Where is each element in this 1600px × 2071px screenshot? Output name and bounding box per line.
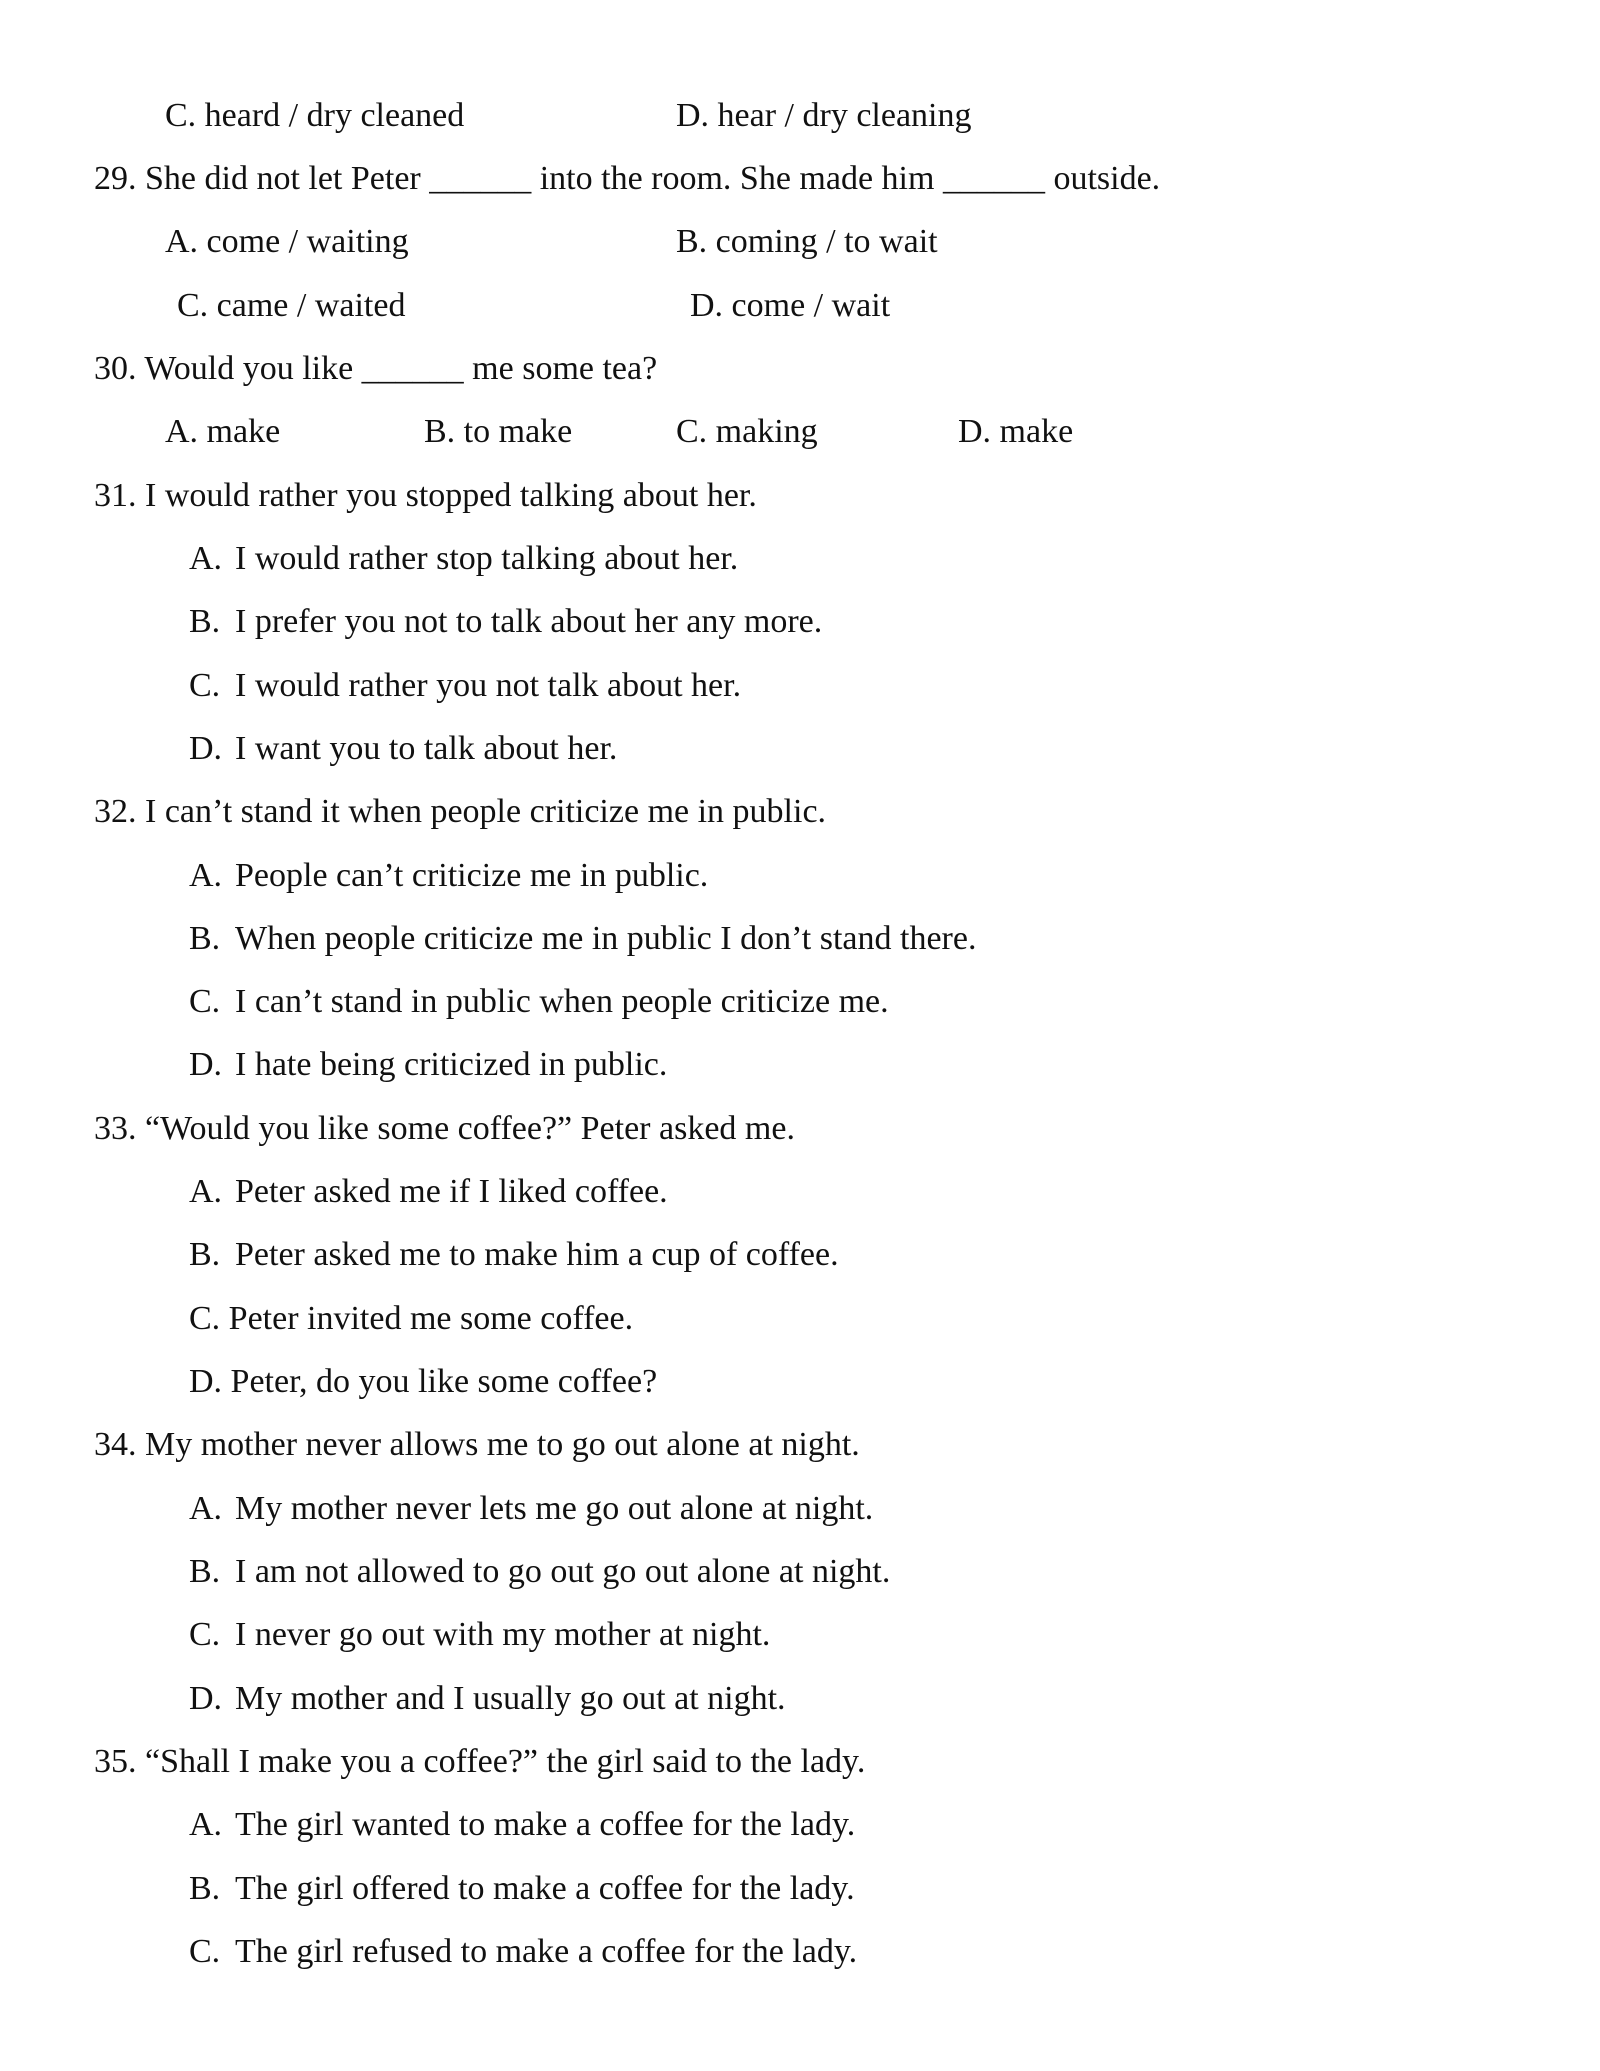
option-letter: B. [189, 603, 221, 640]
q34-option-c [189, 1615, 770, 1655]
q35-option-b [189, 1869, 855, 1909]
q29-stem: 29. She did not let Peter ______ into the room. She made him ______ outside. [94, 160, 1161, 197]
option-text: I can’t stand in public when people criticize me. [235, 983, 889, 1020]
q30-option-a: A. make [165, 413, 281, 450]
option-text: People can’t criticize me in public. [235, 857, 709, 894]
option-text: Peter asked me to make him a cup of coffee. [235, 1236, 839, 1273]
option-letter: A. [189, 1806, 223, 1843]
q32-option-b [189, 919, 976, 959]
q33-option-b [189, 1235, 839, 1275]
q30-stem: 30. Would you like ______ me some tea? [94, 350, 658, 387]
q30-option-d: D. make [958, 413, 1074, 450]
q35-option-c [189, 1932, 857, 1972]
q32-option-d [189, 1045, 667, 1085]
q35-stem: 35. “Shall I make you a coffee?” the girl said to the lady. [94, 1743, 866, 1780]
option-letter: A. [189, 540, 223, 577]
option-text: When people criticize me in public I don’t stand there. [235, 920, 977, 957]
q33-option-a [189, 1172, 668, 1212]
option-text: The girl refused to make a coffee for the lady. [235, 1933, 858, 1970]
option-text: I am not allowed to go out go out alone at night. [235, 1553, 891, 1590]
q33-option-c: C. Peter invited me some coffee. [189, 1300, 634, 1337]
option-letter: B. [189, 1870, 221, 1907]
option-text: My mother never lets me go out alone at night. [235, 1490, 874, 1527]
option-letter: C. [189, 1616, 221, 1653]
q31-option-b [189, 602, 822, 642]
option-text: Peter asked me if I liked coffee. [235, 1173, 668, 1210]
option-letter: C. [189, 1933, 221, 1970]
option-letter: B. [189, 1236, 221, 1273]
option-text: The girl wanted to make a coffee for the lady. [235, 1806, 856, 1843]
option-letter: C. [189, 667, 221, 704]
q32-stem: 32. I can’t stand it when people criticize me in public. [94, 793, 827, 830]
option-text: I want you to talk about her. [235, 730, 618, 767]
q29-option-c: C. came / waited [177, 287, 406, 324]
option-letter: A. [189, 1173, 223, 1210]
q31-option-a [189, 539, 738, 579]
option-letter: D. [189, 730, 223, 767]
q34-option-d [189, 1679, 786, 1719]
q28-option-c: C. heard / dry cleaned [165, 97, 465, 134]
q34-stem: 34. My mother never allows me to go out alone at night. [94, 1426, 860, 1463]
q34-option-a [189, 1489, 873, 1529]
q32-option-a [189, 856, 708, 896]
option-text: I would rather stop talking about her. [235, 540, 739, 577]
option-letter: C. [189, 983, 221, 1020]
option-text: I never go out with my mother at night. [235, 1616, 771, 1653]
q32-option-c [189, 982, 889, 1022]
q28-option-d: D. hear / dry cleaning [676, 97, 972, 134]
q31-stem: 31. I would rather you stopped talking about her. [94, 477, 757, 514]
q29-option-b: B. coming / to wait [676, 223, 938, 260]
q30-option-b: B. to make [424, 413, 573, 450]
option-text: The girl offered to make a coffee for the lady. [235, 1870, 855, 1907]
q31-option-c [189, 666, 741, 706]
option-text: My mother and I usually go out at night. [235, 1680, 786, 1717]
option-letter: A. [189, 857, 223, 894]
q35-option-a [189, 1805, 855, 1845]
option-letter: B. [189, 920, 221, 957]
option-text: I prefer you not to talk about her any more. [235, 603, 823, 640]
q34-option-b [189, 1552, 890, 1592]
q29-option-a: A. come / waiting [165, 223, 409, 260]
q33-stem: 33. “Would you like some coffee?” Peter asked me. [94, 1110, 795, 1147]
q33-option-d: D. Peter, do you like some coffee? [189, 1363, 658, 1400]
q30-option-c: C. making [676, 413, 818, 450]
option-text: I hate being criticized in public. [235, 1046, 668, 1083]
option-letter: A. [189, 1490, 223, 1527]
option-letter: D. [189, 1680, 223, 1717]
option-text: I would rather you not talk about her. [235, 667, 742, 704]
q29-option-d: D. come / wait [690, 287, 891, 324]
q31-option-d [189, 729, 617, 769]
option-letter: B. [189, 1553, 221, 1590]
option-letter: D. [189, 1046, 223, 1083]
